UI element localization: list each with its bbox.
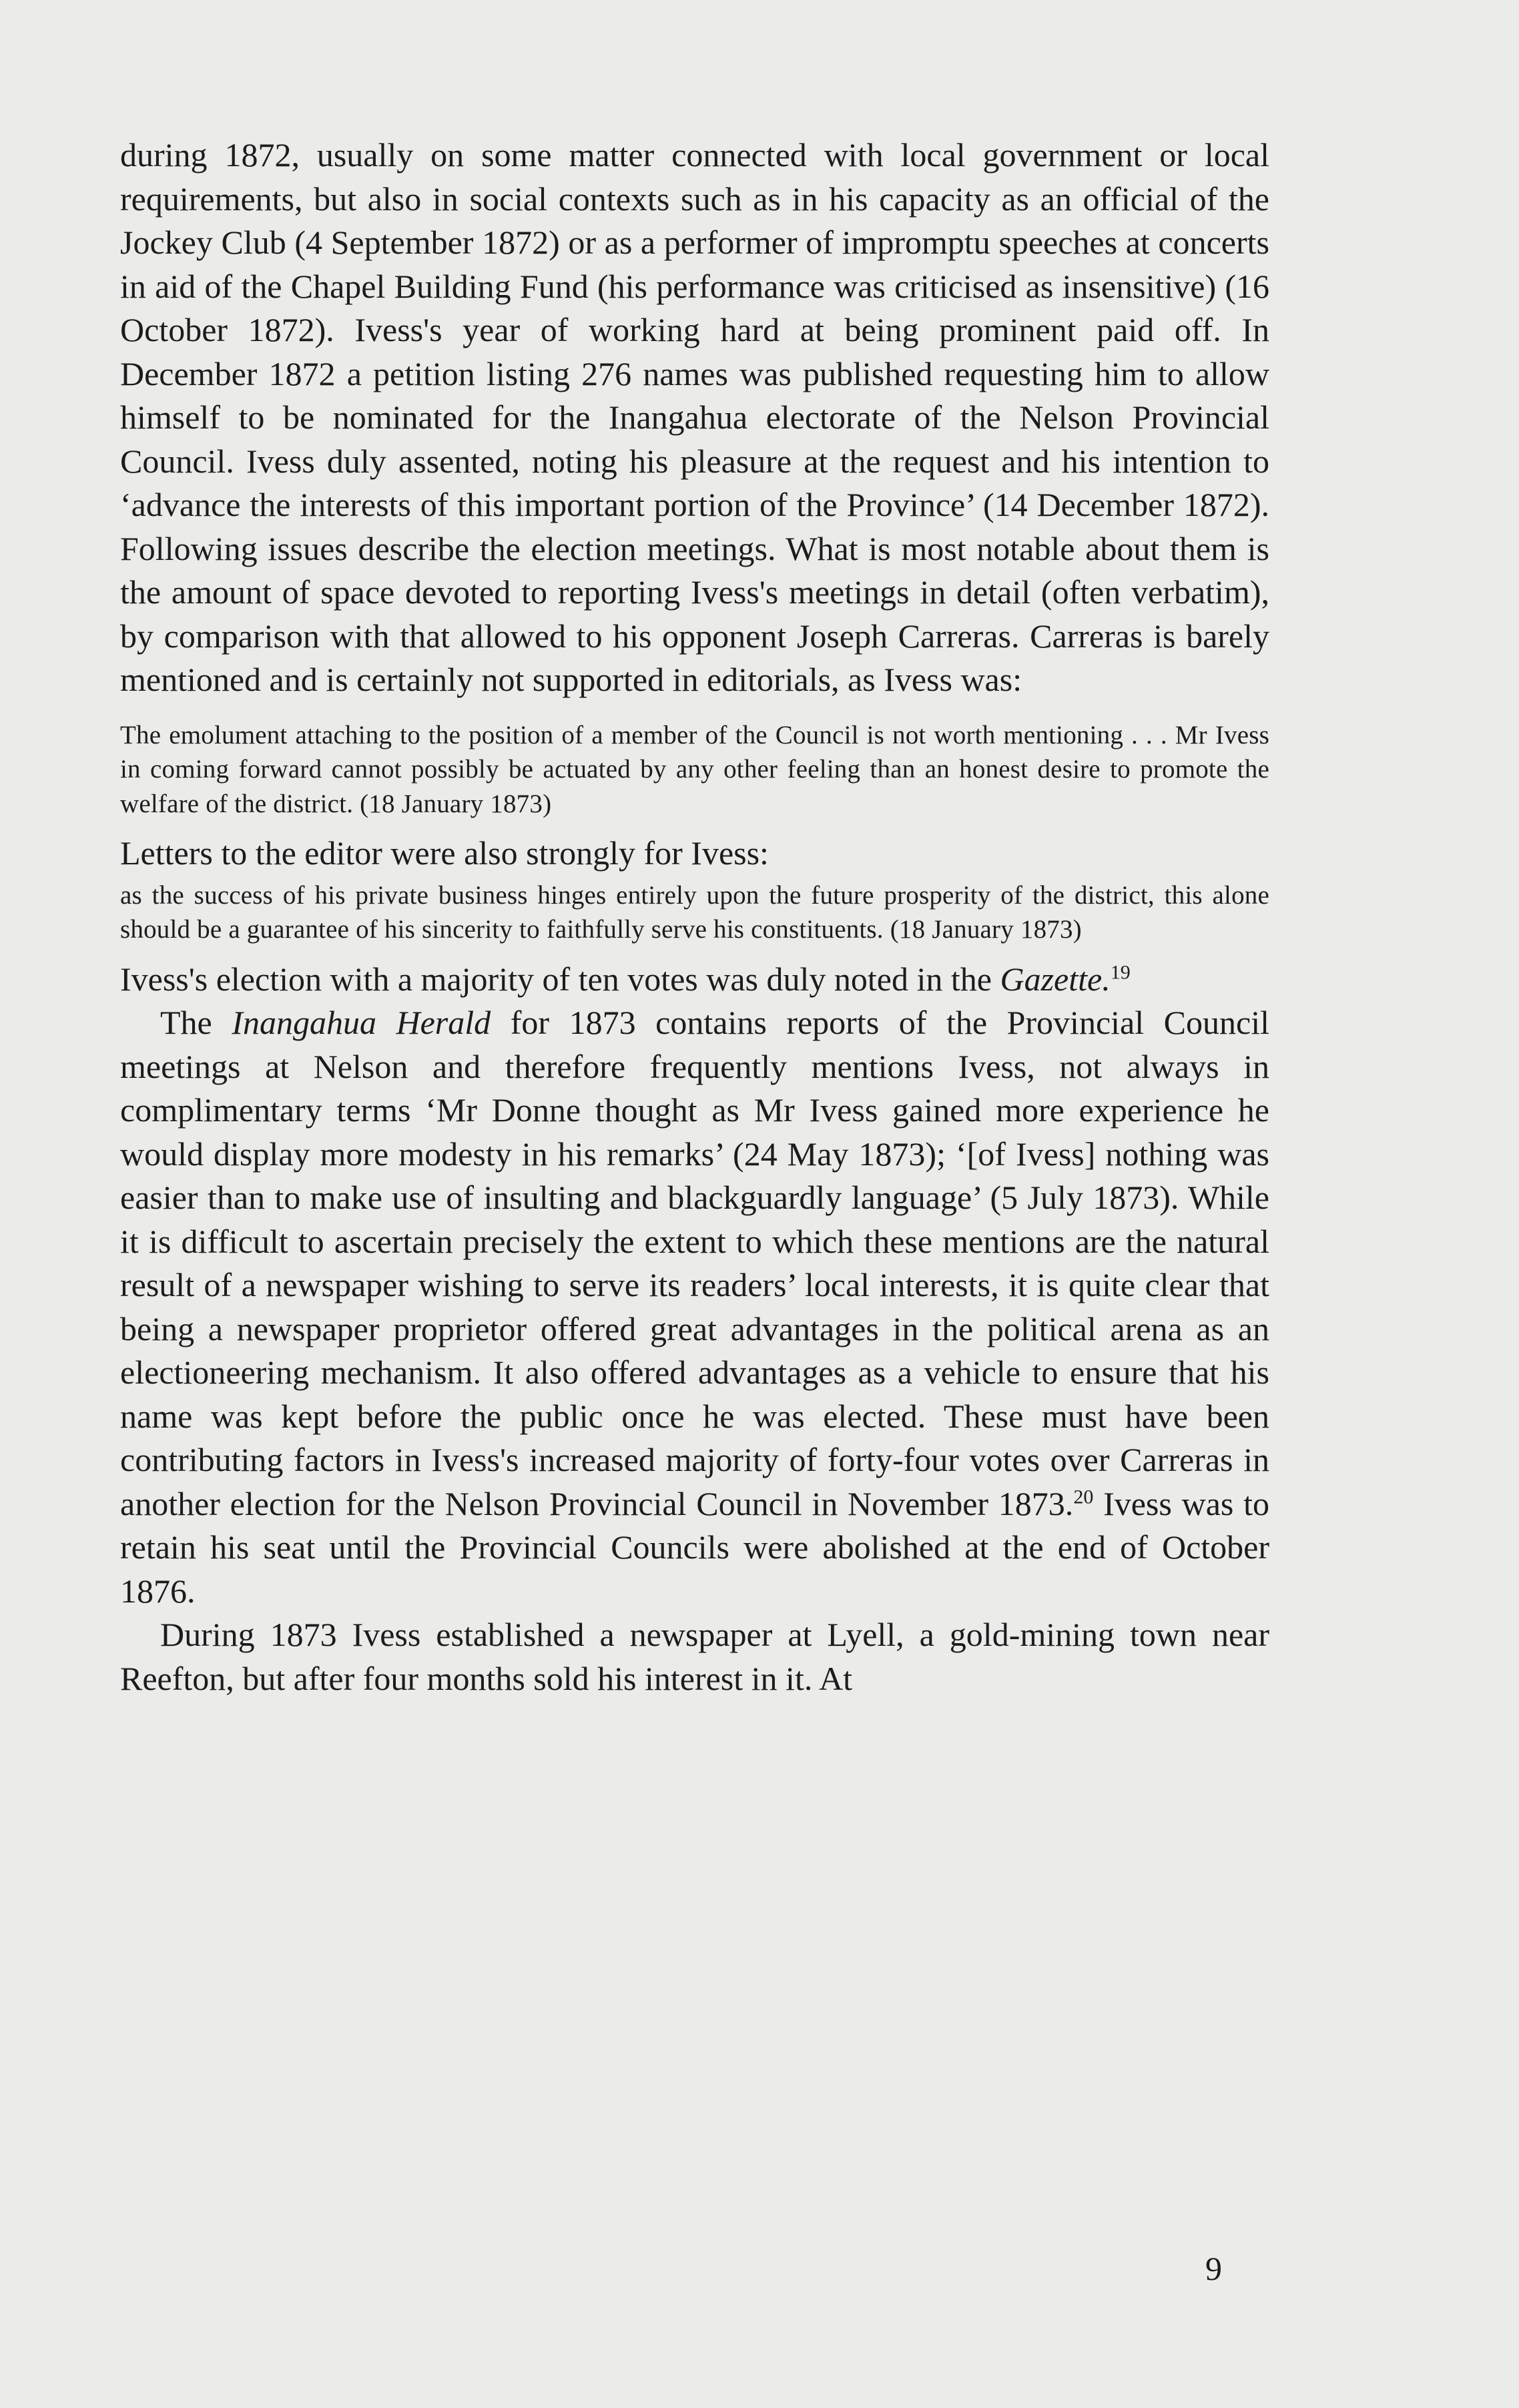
page-body bbox=[120, 133, 1269, 1701]
herald-title: Inangahua Herald bbox=[232, 1004, 491, 1041]
gazette-title: Gazette. bbox=[1000, 960, 1111, 998]
page-number: 9 bbox=[1205, 2250, 1222, 2287]
paragraph-lyell-newspaper: During 1873 Ivess established a newspaper at Lyell, a gold-mining town near Reefton, but after four months sold his interest in it. At bbox=[120, 1616, 1269, 1697]
paragraph-inangahua-herald bbox=[120, 1001, 1269, 1613]
election-result-text: Ivess's election with a majority of ten votes was duly noted in the bbox=[120, 960, 1000, 998]
block-quote-editorial: The emolument attaching to the position of a member of the Council is not worth mentioning . . . Mr Ivess in coming forward cannot possibly be actuated by any other feeling than an honest desire to promote the welfare of the district. (18 January 1873) bbox=[120, 720, 1269, 818]
paragraph-election-result bbox=[120, 958, 1269, 1002]
paragraph-letters-intro: Letters to the editor were also strongly for Ivess: bbox=[120, 834, 769, 872]
paragraph-election-1872: during 1872, usually on some matter connected with local government or local requirements, but also in social contexts such as in his capacity as an official of the Jockey Club (4 September 1872) or as a performer of impromptu speeches at concerts in aid of the Chapel Building Fund (his performance was criticised as insensitive) (16 October 1872). Ivess's year of working hard at being prominent paid off. In December 1872 a petition listing 276 names was published requesting him to allow himself to be nominated for the Inangahua electorate of the Nelson Provincial Council. Ivess duly assented, noting his pleasure at the request and his intention to ‘advance the interests of this important portion of the Province’ (14 December 1872). Following issues describe the election meetings. What is most notable about them is the amount of space devoted to reporting Ivess's meetings in detail (often verbatim), by comparison with that allowed to his opponent Joseph Carreras. Carreras is barely mentioned and is certainly not supported in editorials, as Ivess was: bbox=[120, 136, 1269, 698]
footnote-marker-20: 20 bbox=[1073, 1485, 1094, 1508]
herald-body: for 1873 contains reports of the Provincial Council meetings at Nelson and therefore frequently mentions Ivess, not always in complimentary terms ‘Mr Donne thought as Mr Ivess gained more experience he would display more modesty in his remarks’ (24 May 1873); ‘[of Ivess] nothing was easier than to make use of insulting and blackguardly language’ (5 July 1873). While it is difficult to ascertain precisely the extent to which these mentions are the natural result of a newspaper wishing to serve its readers’ local interests, it is quite clear that being a newspaper proprietor offered great advantages in the political arena as an electioneering mechanism. It also offered advantages as a vehicle to ensure that his name was kept before the public once he was elected. These must have been contributing factors in Ivess's increased majority of forty-four votes over Carreras in another election for the Nelson Provincial Council in November 1873. bbox=[120, 1004, 1269, 1522]
herald-lead: The bbox=[160, 1004, 232, 1041]
block-quote-letter: as the success of his private business hinges entirely upon the future prosperity of the district, this alone should be a guarantee of his sincerity to faithfully serve his constituents. (18 January 1873) bbox=[120, 880, 1269, 944]
footnote-marker-19: 19 bbox=[1110, 960, 1131, 983]
herald-tail: Ivess was to retain his seat until the Provincial Councils were abolished at the end of October 1876. bbox=[120, 1484, 1269, 1610]
